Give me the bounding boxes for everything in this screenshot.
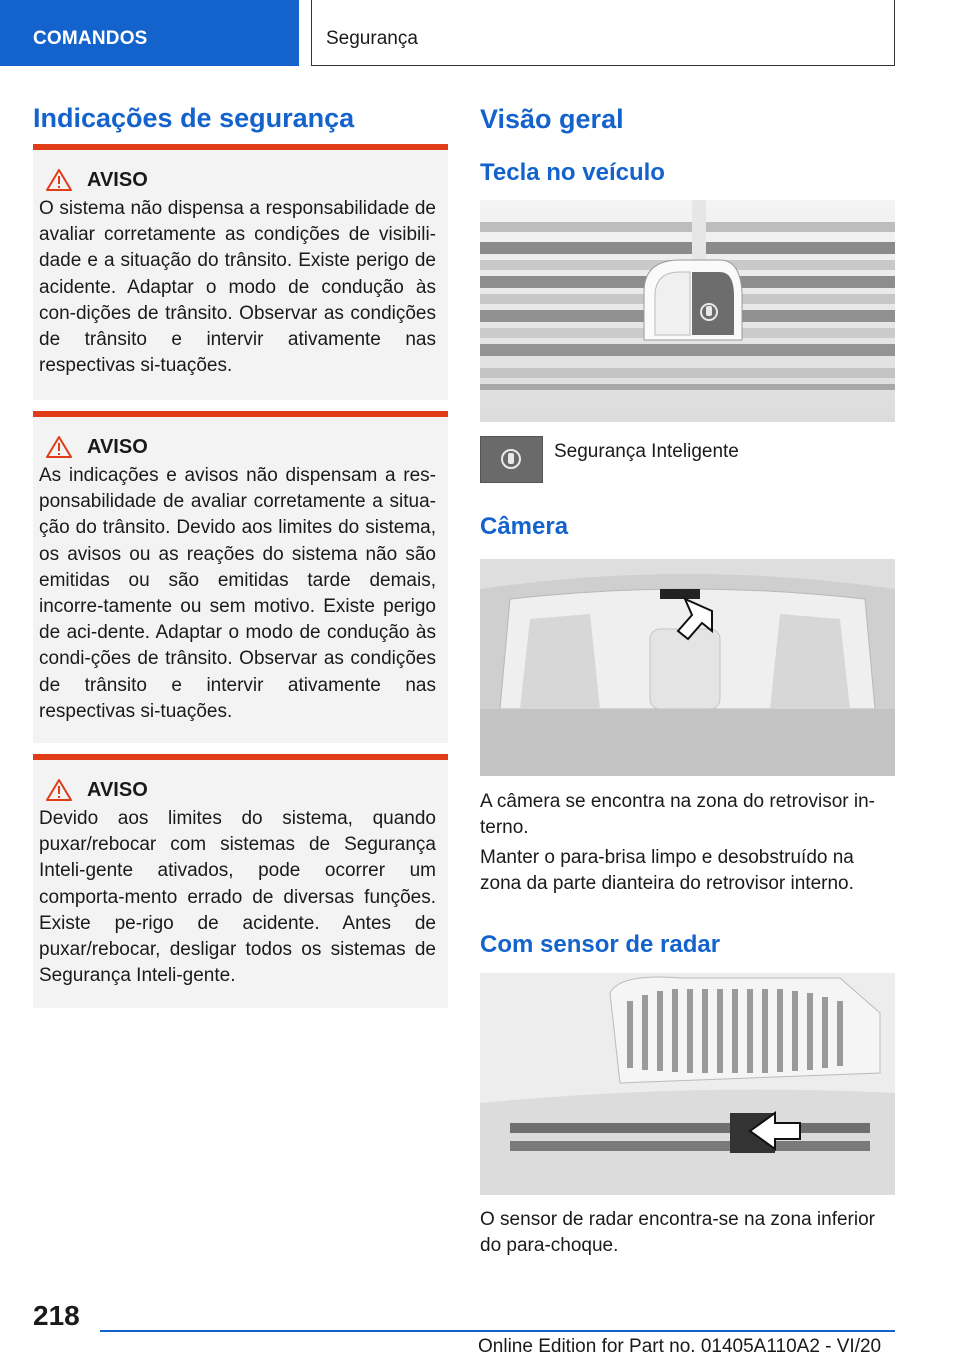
overview-title: Visão geral [480, 104, 624, 134]
chapter-tab [0, 0, 299, 66]
intelligent-safety-button-icon [480, 436, 543, 483]
left-column [33, 100, 448, 136]
section-header [311, 0, 895, 66]
footer-rule [100, 1330, 895, 1332]
chapter-label: COMANDOS [33, 28, 148, 49]
warning-triangle-icon [45, 168, 73, 192]
warning-text: Devido aos limites do sistema, quando puxar/rebocar com sistemas de Segurança Inteli-gente ativados, pode ocorrer um comporta-mento errado de diversas funções. Existe pe-rigo de acidente. Antes de puxar/rebocar, desligar todos os sistemas de Segurança Inteli-gente. [39, 808, 436, 987]
warning-box-1 [33, 144, 448, 400]
camera-text-2: Manter o para-brisa limpo e desobstruído na zona da parte dianteira do retrovisor interno. [480, 847, 854, 894]
camera-image [480, 559, 895, 776]
warning-text: O sistema não dispensa a responsabilidade de avaliar corretamente as condições de visibili-dade e a situação do trânsito. Existe perigo de acidente. Adaptar o modo de condução às con-dições de trânsito. Observar as condições de trânsito e intervir ativamente nas respectivas si-tuações. [39, 198, 436, 377]
button-label: Segurança Inteligente [554, 441, 739, 462]
button-heading: Tecla no veículo [480, 159, 665, 186]
page-number: 218 [33, 1300, 80, 1331]
vehicle-button-image [480, 200, 895, 422]
camera-text-1: A câmera se encontra na zona do retrovisor in-terno. [480, 791, 875, 838]
radar-text: O sensor de radar encontra-se na zona inferior do para-choque. [480, 1209, 875, 1256]
section-label: Segurança [326, 28, 418, 49]
radar-heading: Com sensor de radar [480, 931, 721, 958]
warning-label: AVISO [87, 435, 148, 458]
edition-text: Online Edition for Part no. 01405A110A2 - VI/20 [478, 1336, 882, 1357]
warning-box-2 [33, 411, 448, 743]
warning-label: AVISO [87, 168, 148, 191]
camera-heading: Câmera [480, 513, 569, 540]
warning-triangle-icon [45, 778, 73, 802]
radar-image [480, 973, 895, 1195]
warning-triangle-icon [45, 435, 73, 459]
warning-label: AVISO [87, 778, 148, 801]
safety-title: Indicações de segurança [33, 103, 355, 133]
warning-box-3 [33, 754, 448, 1008]
warning-text: As indicações e avisos não dispensam a res-ponsabilidade de avaliar corretamente a situa-ção do trânsito. Devido aos limites do sistema, os avisos ou as reações do sistema não são emitidas ou são emitidas tarde demais, incorre-tamente ou sem motivo. Existe perigo de aci-dente. Adaptar o modo de condução às condi-ções de trânsito. Observar as condições de trânsito e intervir ativamente nas respectivas si-tuações. [39, 465, 436, 722]
